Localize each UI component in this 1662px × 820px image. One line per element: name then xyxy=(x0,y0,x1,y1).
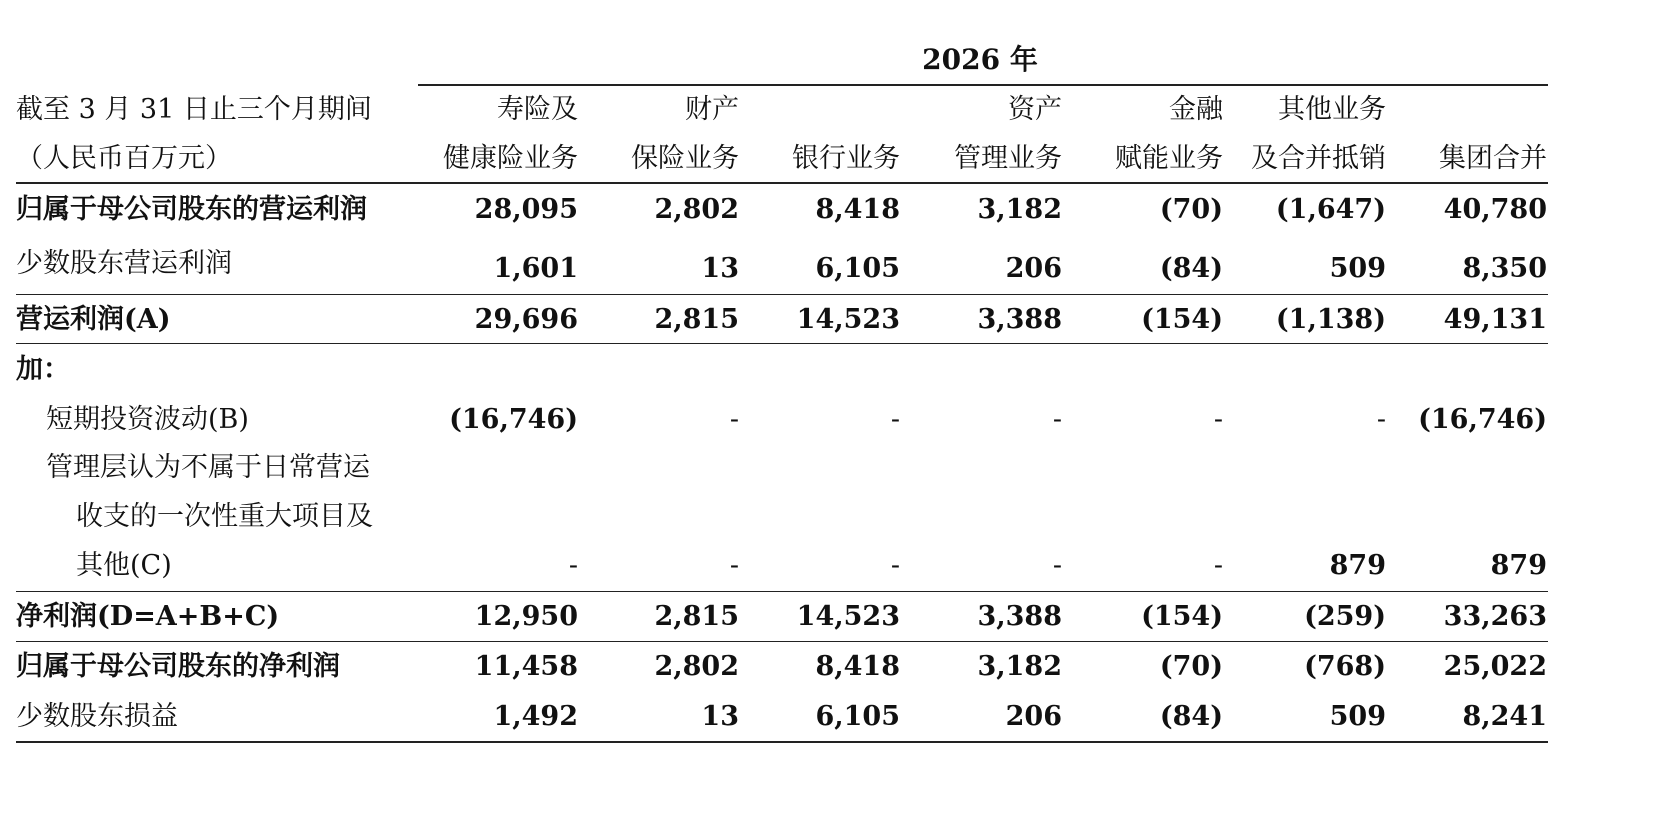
table-cell: 14,523 xyxy=(796,304,900,335)
bottom-rule xyxy=(16,741,1548,743)
table-cell: (768) xyxy=(1304,651,1386,682)
col-header-group: 集团合并 xyxy=(1439,143,1547,174)
col-header-life-line2: 健康险业务 xyxy=(443,143,578,174)
table-cell: 6,105 xyxy=(815,253,900,284)
table-cell: 509 xyxy=(1329,253,1386,284)
row-rule xyxy=(16,343,1548,344)
col-header-fintech-line1: 金融 xyxy=(1169,94,1223,125)
table-cell: 8,241 xyxy=(1462,701,1547,732)
table-cell: - xyxy=(890,404,900,435)
header-rule xyxy=(16,182,1548,184)
table-cell: (1,647) xyxy=(1275,194,1386,225)
table-cell: 12,950 xyxy=(474,601,578,632)
table-cell: 13 xyxy=(701,253,739,284)
table-cell: 8,350 xyxy=(1462,253,1547,284)
row-label-one-off-items-line2: 收支的一次性重大项目及 xyxy=(76,501,373,532)
table-cell: 40,780 xyxy=(1443,194,1547,225)
currency-unit-label: （人民币百万元） xyxy=(16,143,232,174)
table-cell: - xyxy=(1052,550,1062,581)
table-cell: 11,458 xyxy=(474,651,578,682)
table-cell: (84) xyxy=(1159,253,1223,284)
table-cell: 1,601 xyxy=(493,253,578,284)
table-cell: 33,263 xyxy=(1443,601,1547,632)
table-cell: 2,802 xyxy=(654,194,739,225)
col-header-life-line1: 寿险及 xyxy=(497,94,578,125)
table-cell: 206 xyxy=(1005,701,1062,732)
year-header: 2026 年 xyxy=(922,43,1038,76)
table-cell: 509 xyxy=(1329,701,1386,732)
row-label-add: 加： xyxy=(16,354,70,385)
table-cell: - xyxy=(1376,404,1386,435)
table-cell: (16,746) xyxy=(449,404,578,435)
table-cell: 879 xyxy=(1490,550,1547,581)
table-cell: 206 xyxy=(1005,253,1062,284)
row-rule xyxy=(16,294,1548,295)
col-header-asset-mgmt-line1: 资产 xyxy=(1008,94,1062,125)
table-cell: 25,022 xyxy=(1443,651,1547,682)
row-label-attr-operating-profit: 归属于母公司股东的营运利润 xyxy=(16,194,367,225)
row-label-short-term-fluctuation-b: 短期投资波动(B) xyxy=(46,404,249,435)
table-cell: - xyxy=(1213,404,1223,435)
table-cell: - xyxy=(568,550,578,581)
table-cell: - xyxy=(890,550,900,581)
table-cell: 2,802 xyxy=(654,651,739,682)
table-cell: 3,388 xyxy=(977,304,1062,335)
table-cell: - xyxy=(729,550,739,581)
col-header-banking: 银行业务 xyxy=(792,143,900,174)
table-cell: - xyxy=(1052,404,1062,435)
table-cell: 6,105 xyxy=(815,701,900,732)
table-cell: (84) xyxy=(1159,701,1223,732)
row-rule xyxy=(16,641,1548,642)
col-header-fintech-line2: 赋能业务 xyxy=(1115,143,1223,174)
table-cell: 28,095 xyxy=(474,194,578,225)
table-cell: 3,182 xyxy=(977,651,1062,682)
table-cell: 2,815 xyxy=(654,304,739,335)
col-header-other-line2: 及合并抵销 xyxy=(1251,143,1386,174)
row-label-operating-profit-a: 营运利润(A) xyxy=(16,304,171,335)
year-underline xyxy=(418,84,1548,86)
table-cell: 3,182 xyxy=(977,194,1062,225)
table-cell: 8,418 xyxy=(815,651,900,682)
table-cell: - xyxy=(1213,550,1223,581)
row-label-one-off-items-line1: 管理层认为不属于日常营运 xyxy=(46,452,370,483)
table-cell: 3,388 xyxy=(977,601,1062,632)
col-header-other-line1: 其他业务 xyxy=(1278,94,1386,125)
col-header-asset-mgmt-line2: 管理业务 xyxy=(954,143,1062,174)
row-label-net-profit-d: 净利润(D=A+B+C) xyxy=(16,601,280,632)
table-cell: (259) xyxy=(1304,601,1386,632)
table-cell: 2,815 xyxy=(654,601,739,632)
table-cell: (70) xyxy=(1159,194,1223,225)
table-cell: 879 xyxy=(1329,550,1386,581)
table-cell: 1,492 xyxy=(493,701,578,732)
table-cell: (16,746) xyxy=(1418,404,1547,435)
table-cell: 13 xyxy=(701,701,739,732)
col-header-property-line2: 保险业务 xyxy=(631,143,739,174)
table-cell: (154) xyxy=(1141,601,1223,632)
table-cell: 49,131 xyxy=(1443,304,1547,335)
row-label-attr-net-profit: 归属于母公司股东的净利润 xyxy=(16,651,340,682)
table-cell: 14,523 xyxy=(796,601,900,632)
col-header-property-line1: 财产 xyxy=(685,94,739,125)
period-label: 截至 3 月 31 日止三个月期间 xyxy=(16,94,372,125)
row-rule xyxy=(16,591,1548,592)
table-cell: (1,138) xyxy=(1275,304,1386,335)
row-label-minority-pnl: 少数股东损益 xyxy=(16,701,178,732)
table-cell: 29,696 xyxy=(474,304,578,335)
table-cell: 8,418 xyxy=(815,194,900,225)
row-label-minority-operating-profit: 少数股东营运利润 xyxy=(16,248,232,279)
table-cell: (154) xyxy=(1141,304,1223,335)
table-cell: (70) xyxy=(1159,651,1223,682)
row-label-one-off-items-line3: 其他(C) xyxy=(76,550,172,581)
table-cell: - xyxy=(729,404,739,435)
